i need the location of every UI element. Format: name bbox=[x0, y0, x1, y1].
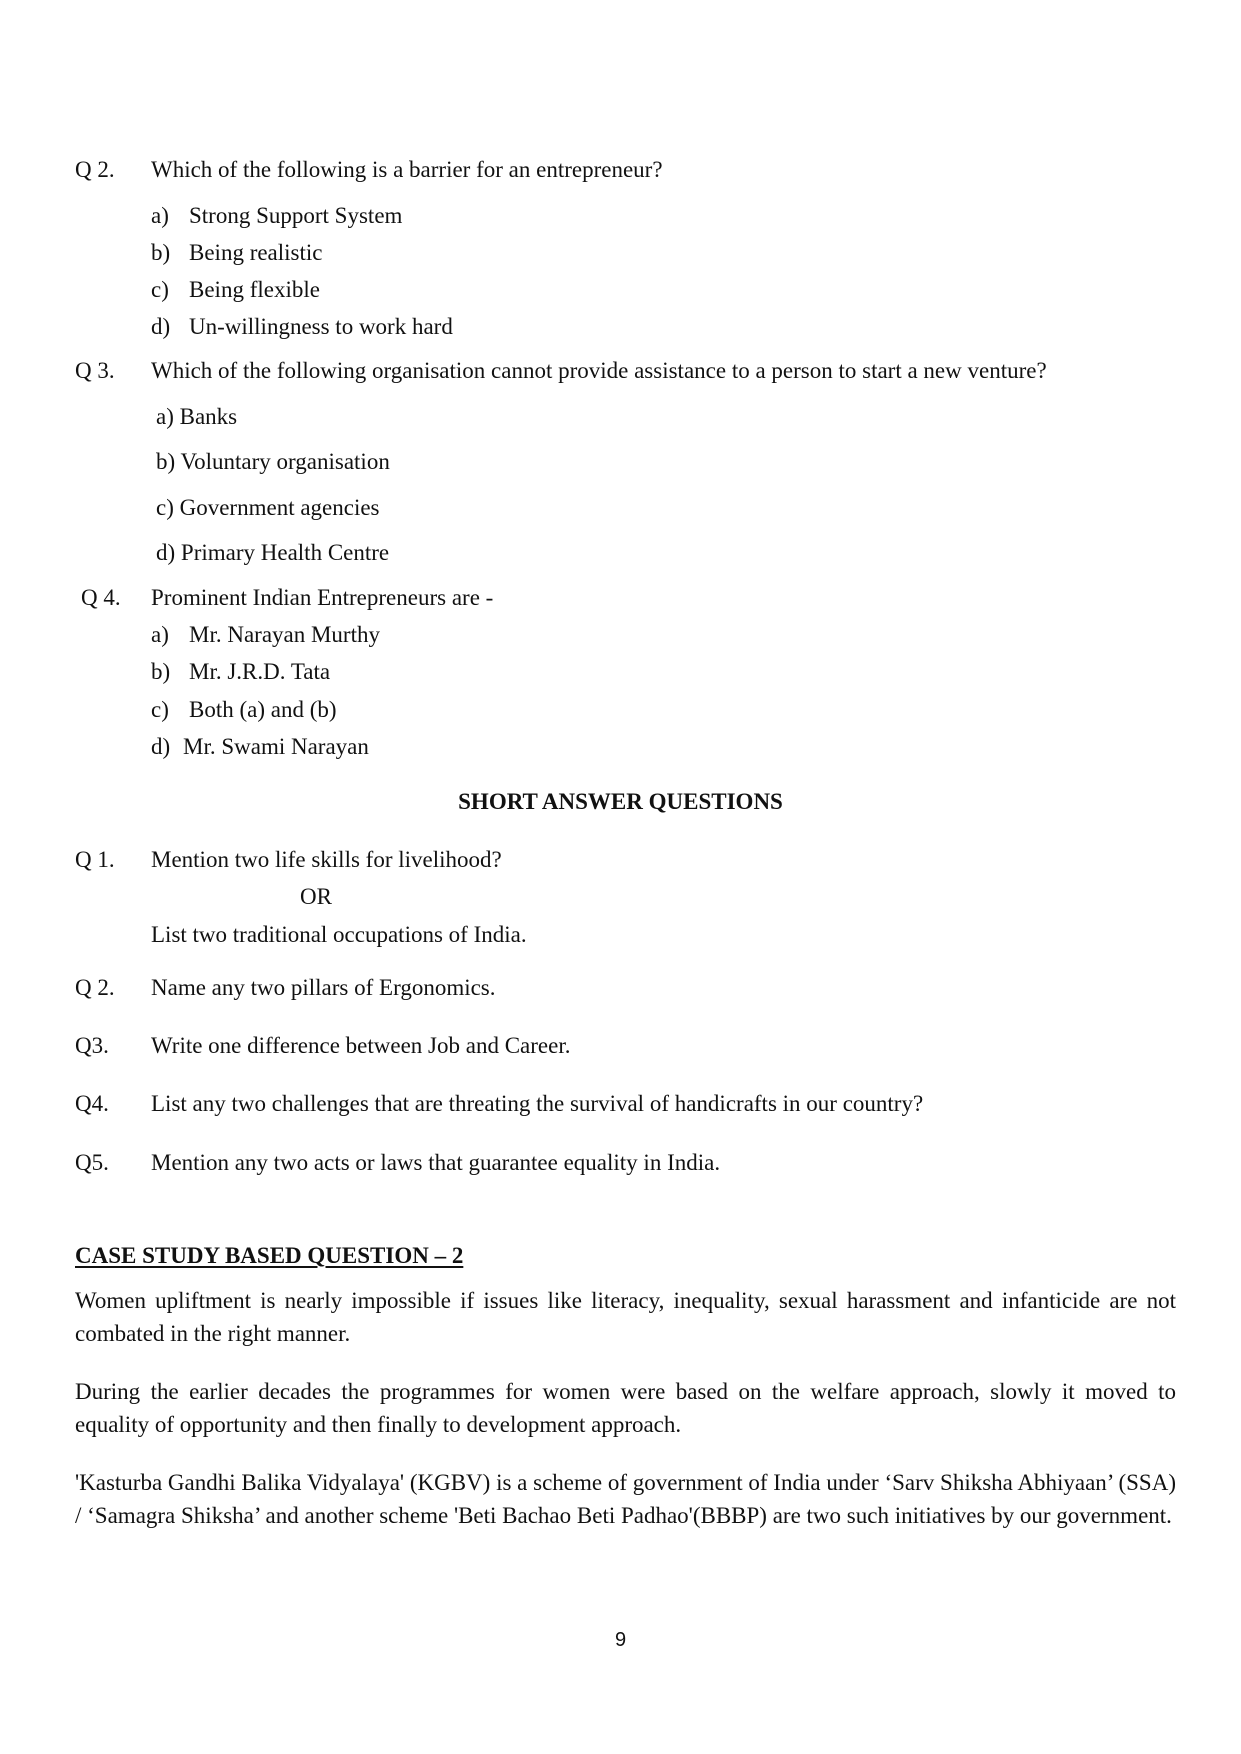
option-letter: b) bbox=[151, 240, 171, 265]
case-study-paragraph: Women upliftment is nearly impossible if issues like literacy, inequality, sexual harassment and infanticide are not combated in the right manner. bbox=[75, 1288, 1176, 1346]
option-text: Mr. Narayan Murthy bbox=[189, 622, 380, 647]
option-text: Being flexible bbox=[189, 277, 320, 302]
option-letter: a) bbox=[151, 203, 169, 228]
question-number: Q 2. bbox=[75, 157, 115, 182]
option-text: Being realistic bbox=[189, 240, 323, 265]
question-text: Prominent Indian Entrepreneurs are - bbox=[151, 585, 494, 610]
question-text: List any two challenges that are threating the survival of handicrafts in our country? bbox=[151, 1091, 924, 1116]
page-number: 9 bbox=[614, 1629, 627, 1651]
case-study-heading: CASE STUDY BASED QUESTION – 2 bbox=[75, 1243, 464, 1268]
question-text: Mention any two acts or laws that guarantee equality in India. bbox=[151, 1150, 721, 1175]
question-number: Q3. bbox=[75, 1033, 109, 1058]
question-text: Which of the following is a barrier for an entrepreneur? bbox=[151, 157, 663, 182]
question-number: Q5. bbox=[75, 1150, 109, 1175]
option-letter: b) bbox=[151, 659, 171, 684]
question-text: Name any two pillars of Ergonomics. bbox=[151, 975, 496, 1000]
option-text: Mr. J.R.D. Tata bbox=[189, 659, 331, 684]
question-number: Q 1. bbox=[75, 847, 115, 872]
option-letter: a) bbox=[151, 622, 169, 647]
or-separator: OR bbox=[300, 884, 332, 909]
option-letter: c) bbox=[151, 277, 169, 302]
case-study-paragraph: 'Kasturba Gandhi Balika Vidyalaya' (KGBV) is a scheme of government of India under ‘Sarv Shiksha Abhiyaan’ (SSA) / ‘Samagra Shiksha’ and another scheme 'Beti Bachao Beti Padhao'(BBBP) are two such initiatives by our government. bbox=[75, 1470, 1176, 1528]
section-heading: SHORT ANSWER QUESTIONS bbox=[458, 789, 783, 814]
case-study-paragraph: During the earlier decades the programmes for women were based on the welfare approach, slowly it moved to equality of opportunity and then finally to development approach. bbox=[75, 1379, 1176, 1437]
option-text: a) Banks bbox=[156, 404, 238, 429]
question-text-alternate: List two traditional occupations of India. bbox=[151, 922, 527, 947]
option-text: b) Voluntary organisation bbox=[156, 449, 390, 474]
question-number: Q 3. bbox=[75, 358, 115, 383]
question-number: Q 2. bbox=[75, 975, 115, 1000]
option-text: c) Government agencies bbox=[156, 495, 380, 520]
option-text: d) Primary Health Centre bbox=[156, 540, 390, 565]
option-letter: d) bbox=[151, 734, 171, 759]
question-number: Q4. bbox=[75, 1091, 109, 1116]
option-text: Strong Support System bbox=[189, 203, 403, 228]
question-text: Write one difference between Job and Career. bbox=[151, 1033, 571, 1058]
option-letter: c) bbox=[151, 697, 169, 722]
question-number: Q 4. bbox=[81, 585, 121, 610]
option-text: Mr. Swami Narayan bbox=[183, 734, 369, 759]
option-letter: d) bbox=[151, 314, 171, 339]
option-text: Un-willingness to work hard bbox=[189, 314, 453, 339]
question-text: Which of the following organisation cannot provide assistance to a person to start a new venture? bbox=[151, 358, 1047, 383]
question-text: Mention two life skills for livelihood? bbox=[151, 847, 502, 872]
option-text: Both (a) and (b) bbox=[189, 697, 337, 722]
